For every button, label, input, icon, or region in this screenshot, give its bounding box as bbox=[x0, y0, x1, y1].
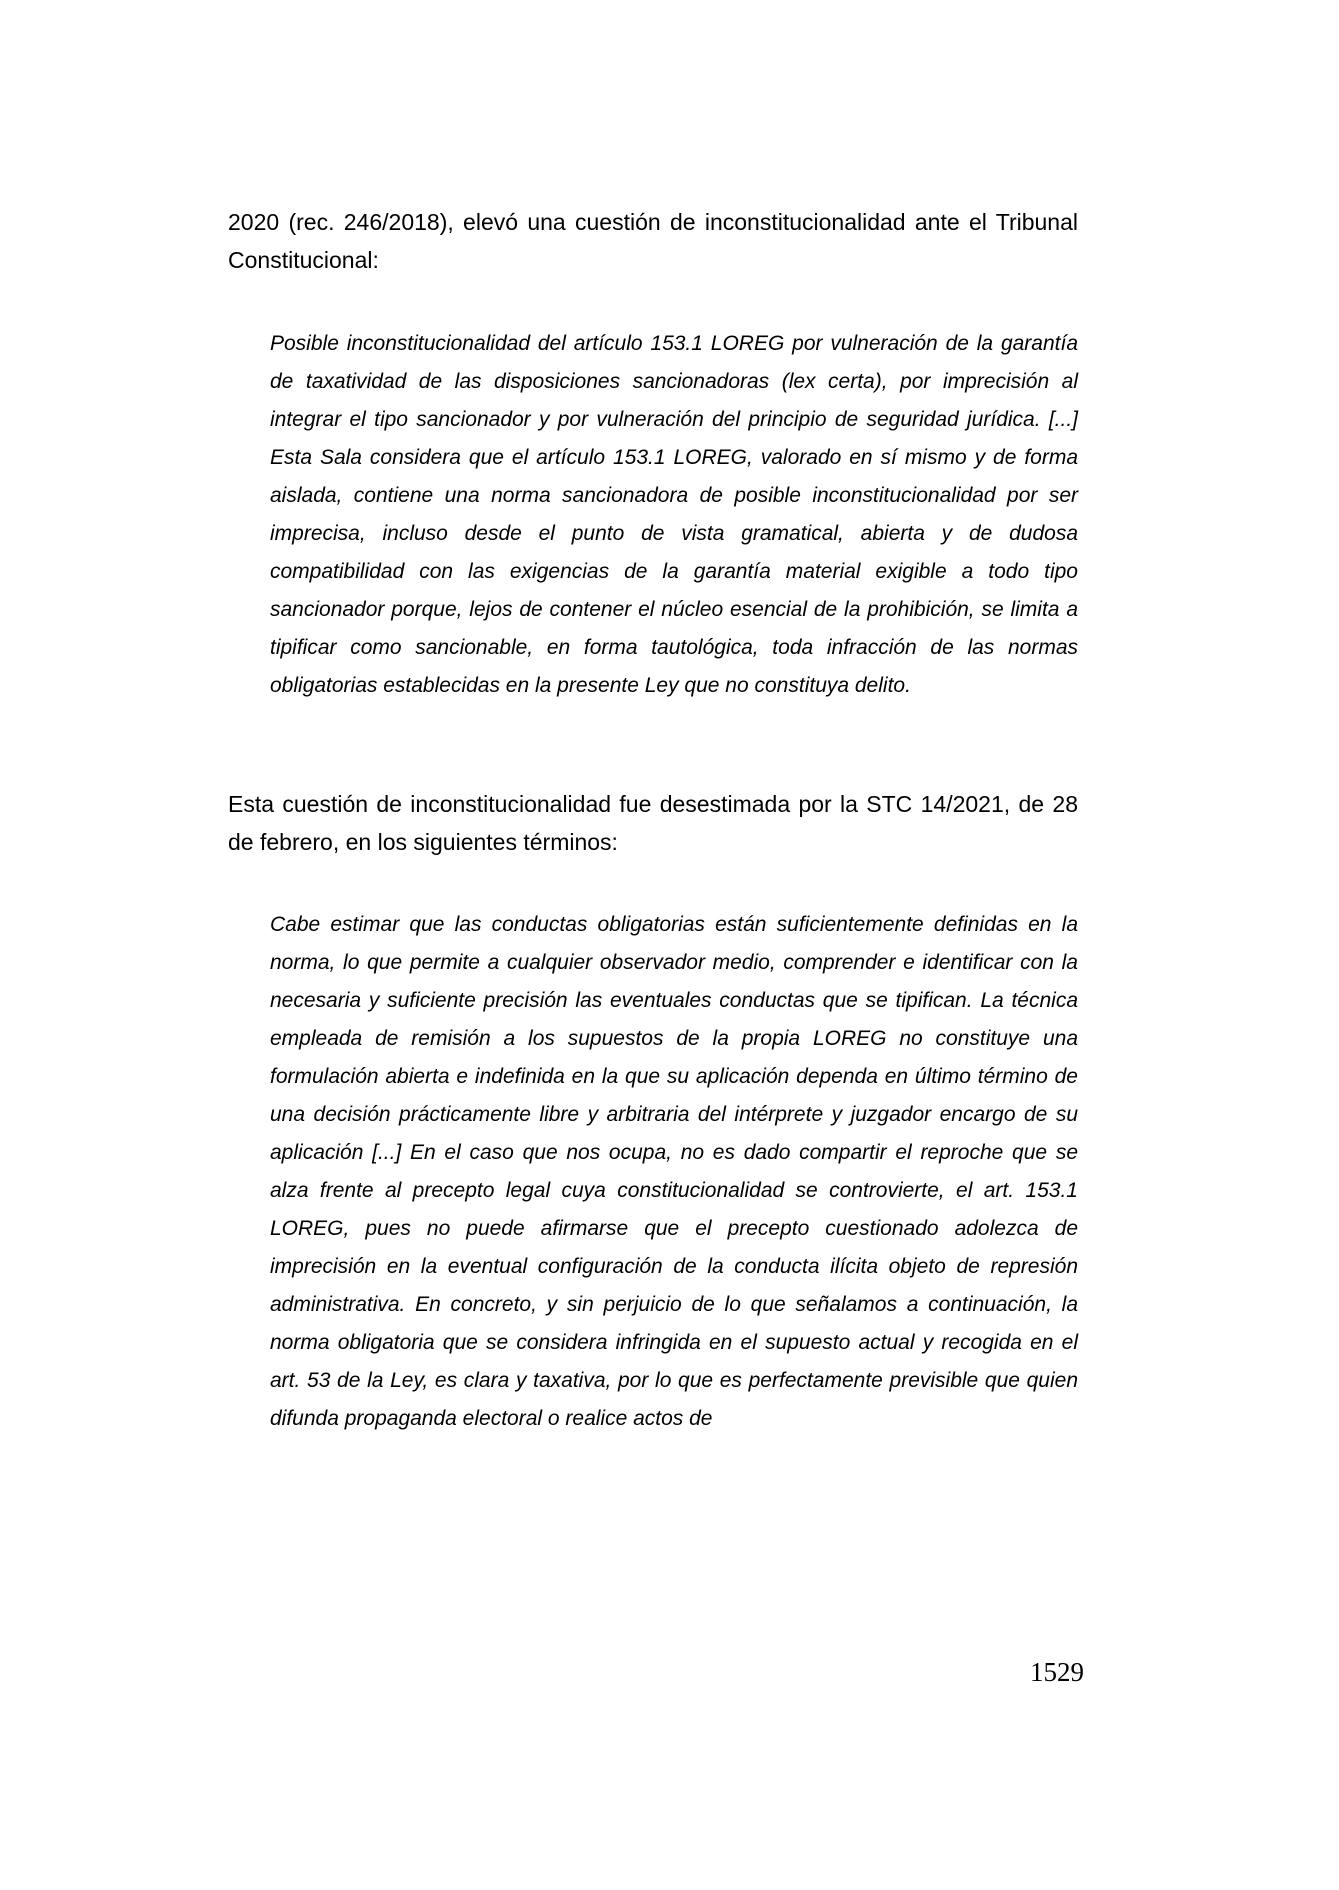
page-number: 1529 bbox=[1030, 1657, 1084, 1687]
block-quote-second: Cabe estimar que las conductas obligatorias están suficientemente definidas en la norma, lo que permite a cualquier observador medio, comprender e identificar con la necesaria y suficiente precisión las eventuales conductas que se tipifican. La técnica empleada de remisión a los supuestos de la propia LOREG no constituye una formulación abierta e indefinida en la que su aplicación dependa en último término de una decisión prácticamente libre y arbitraria del intérprete y juzgador encargo de su aplicación [...] En el caso que nos ocupa, no es dado compartir el reproche que se alza frente al precepto legal cuya constitucionalidad se controvierte, el art. 153.1 LOREG, pues no puede afirmarse que el precepto cuestionado adolezca de imprecisión en la eventual configuración de la conducta ilícita objeto de represión administrativa. En concreto, y sin perjuicio de lo que señalamos a continuación, la norma obligatoria que se considera infringida en el supuesto actual y recogida en el art. 53 de la Ley, es clara y taxativa, por lo que es perfectamente previsible que quien difunda propaganda electoral o realice actos de bbox=[270, 913, 1078, 1430]
block-quote-first: Posible inconstitucionalidad del artículo 153.1 LOREG por vulneración de la garantía de taxatividad de las disposiciones sancionadoras (lex certa), por imprecisión al integrar el tipo sancionador y por vulneración del principio de seguridad jurídica. [...] Esta Sala considera que el artículo 153.1 LOREG, valorado en sí mismo y de forma aislada, contiene una norma sancionadora de posible inconstitucionalidad por ser imprecisa, incluso desde el punto de vista gramatical, abierta y de dudosa compatibilidad con las exigencias de la garantía material exigible a todo tipo sancionador porque, lejos de contener el núcleo esencial de la prohibición, se limita a tipificar como sancionable, en forma tautológica, toda infracción de las normas obligatorias establecidas en la presente Ley que no constituya delito. bbox=[270, 332, 1078, 697]
intro-paragraph: 2020 (rec. 246/2018), elevó una cuestión de inconstitucionalidad ante el Tribunal Constitucional: bbox=[228, 209, 1078, 273]
transition-paragraph: Esta cuestión de inconstitucionalidad fue desestimada por la STC 14/2021, de 28 de febrero, en los siguientes términos: bbox=[228, 791, 1078, 855]
